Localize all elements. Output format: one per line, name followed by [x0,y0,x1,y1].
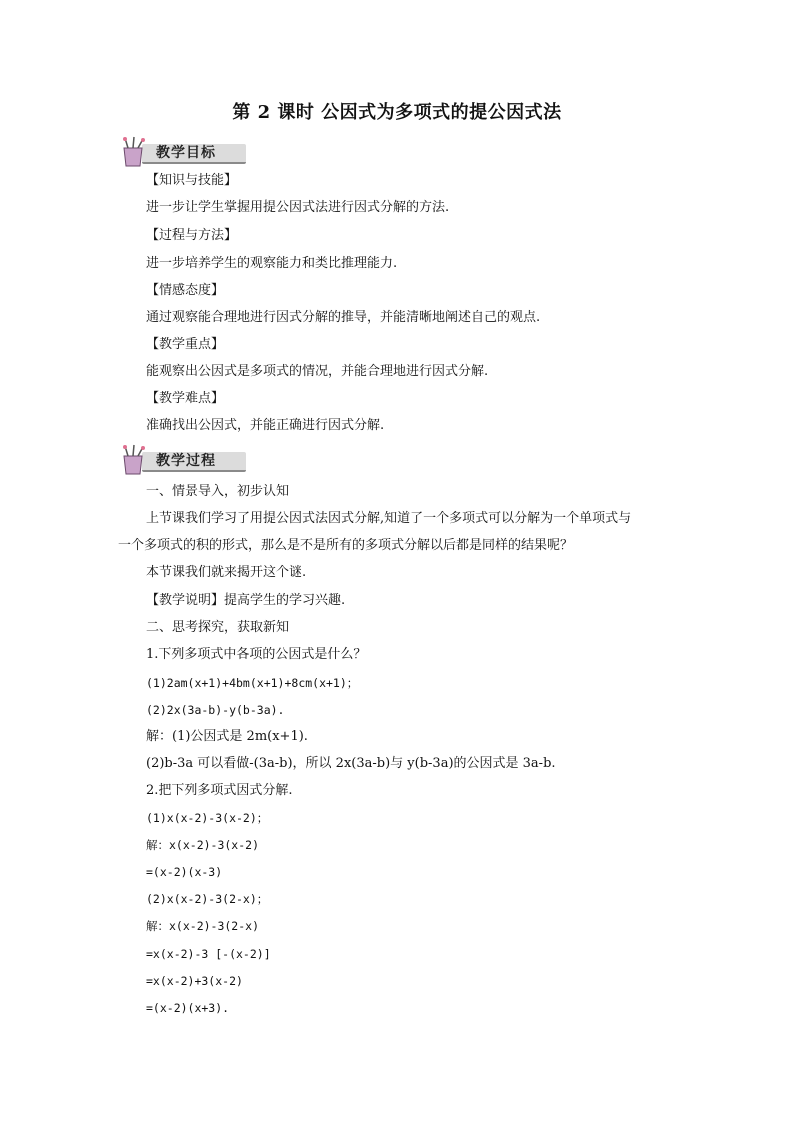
text-line: 二、思考探究，获取新知 [146,620,290,635]
formula-line: =(x-2)(x+3). [146,1001,230,1015]
text-line: 进一步培养学生的观察能力和类比推理能力. [146,256,398,271]
formula-line: (2)2x(3a-b)-y(b-3a). [146,703,285,717]
text-line: 【教学重点】 [146,337,225,352]
text-line: 通过观察能合理地进行因式分解的推导，并能清晰地阐述自己的观点. [146,310,541,325]
formula-line: 解：x(x-2)-3(x-2) [146,838,260,852]
formula-line: (1)x(x-2)-3(x-2)； [146,811,269,825]
pencil-cup-icon [116,444,156,476]
text-line: 【过程与方法】 [146,228,238,243]
text-line: 【情感态度】 [146,283,225,298]
text-line: 进一步让学生掌握用提公因式法进行因式分解的方法. [146,200,450,215]
text-line: (2)b-3a 可以看做-(3a-b)，所以 2x(3a-b)与 y(b-3a)的公因式是 3a-b. [146,756,556,771]
formula-line: 解：x(x-2)-3(2-x) [146,919,260,933]
text-line: 【教学说明】提高学生的学习兴趣. [146,593,346,608]
pencil-cup-icon [116,136,156,168]
section-banner-goals [116,136,246,166]
text-line: 上节课我们学习了用提公因式法因式分解,知道了一个多项式可以分解为一个单项式与 [146,511,632,526]
text-line: 能观察出公因式是多项式的情况，并能合理地进行因式分解. [146,364,489,379]
text-line: 准确找出公因式，并能正确进行因式分解. [146,418,385,433]
formula-line: (1)2am(x+1)+4bm(x+1)+8cm(x+1)； [146,676,359,690]
text-line: 本节课我们就来揭开这个谜. [146,565,307,580]
text-line: 1.下列多项式中各项的公因式是什么？ [146,647,367,662]
text-line: 一个多项式的积的形式，那么是不是所有的多项式分解以后都是同样的结果呢？ [118,538,574,553]
text-line: 【教学难点】 [146,391,225,406]
formula-line: (2)x(x-2)-3(2-x)； [146,892,269,906]
formula-line: =x(x-2)-3 [-(x-2)] [146,947,271,961]
section-title: 教学目标 [156,145,216,161]
formula-line: =(x-2)(x-3) [146,865,223,879]
text-line: 2.把下列多项式因式分解. [146,783,293,798]
formula-line: =x(x-2)+3(x-2) [146,974,243,988]
text-line: 解：(1)公因式是 2m(x+1). [146,729,308,744]
text-line: 一、情景导入，初步认知 [146,484,290,499]
section-title: 教学过程 [156,453,216,469]
text-line: 【知识与技能】 [146,173,238,188]
page-title: 第 2 课时 公因式为多项式的提公因式法 [232,102,562,123]
section-banner-process [116,444,246,474]
